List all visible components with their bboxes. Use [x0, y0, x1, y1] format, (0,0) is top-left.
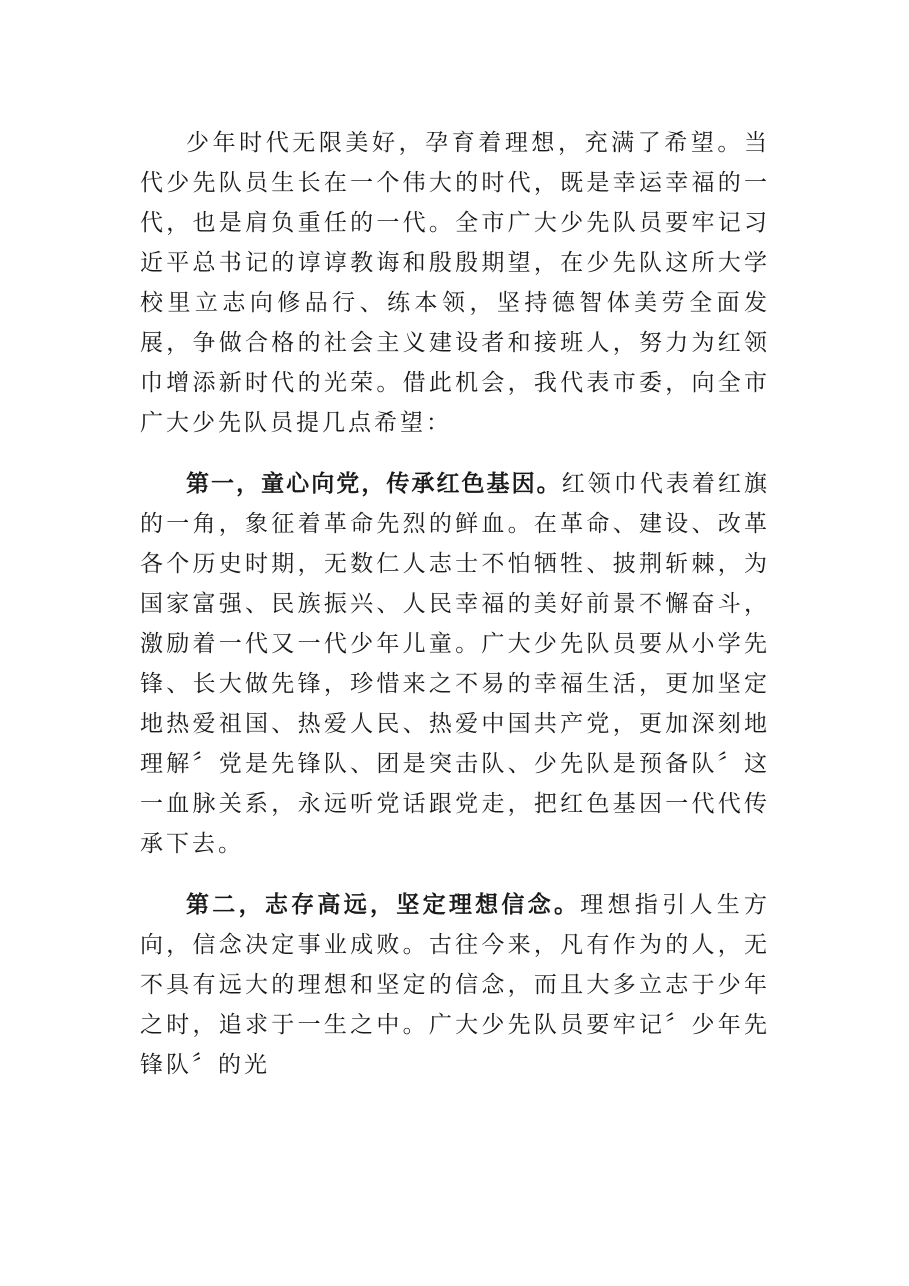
paragraph-intro-text: 少年时代无限美好，孕育着理想，充满了希望。当代少先队员生长在一个伟大的时代，既是幸运幸福的一代，也是肩负重任的一代。全市广大少先队员要牢记习近平总书记的谆谆教诲和殷殷期望，在少先队这所大学校里立志向修品行、练本领，坚持德智体美劳全面发展，争做合格的社会主义建设者和接班人，努力为红领巾增添新时代的光荣。借此机会，我代表市委，向全市广大少先队员提几点希望： [140, 130, 770, 436]
point-one-heading: 第一，童心向党，传承红色基因。 [186, 471, 562, 497]
document-body [140, 123, 770, 1085]
point-two-text: 理想指引人生方向，信念决定事业成败。古往今来，凡有作为的人，无不具有远大的理想和坚定的信念，而且大多立志于少年之时，追求于一生之中。广大少先队员要牢记〞少年先锋队〞的光 [140, 892, 771, 1078]
point-one-text: 红领巾代表着红旗的一角，象征着革命先烈的鲜血。在革命、建设、改革各个历史时期，无数仁人志士不怕牺牲、披荆斩棘，为国家富强、民族振兴、人民幸福的美好前景不懈奋斗，激励着一代又一代少年儿童。广大少先队员要从小学先锋、长大做先锋，珍惜来之不易的幸福生活，更加坚定地热爱祖国、热爱人民、热爱中国共产党，更加深刻地理解〞党是先锋队、团是突击队、少先队是预备队〞这一血脉关系，永远听党话跟党走，把红色基因一代代传承下去。 [140, 471, 771, 857]
paragraph-intro [140, 123, 770, 443]
paragraph-point-one [140, 464, 770, 864]
paragraph-point-two [140, 885, 770, 1085]
point-two-heading: 第二，志存高远，坚定理想信念。 [186, 892, 581, 918]
